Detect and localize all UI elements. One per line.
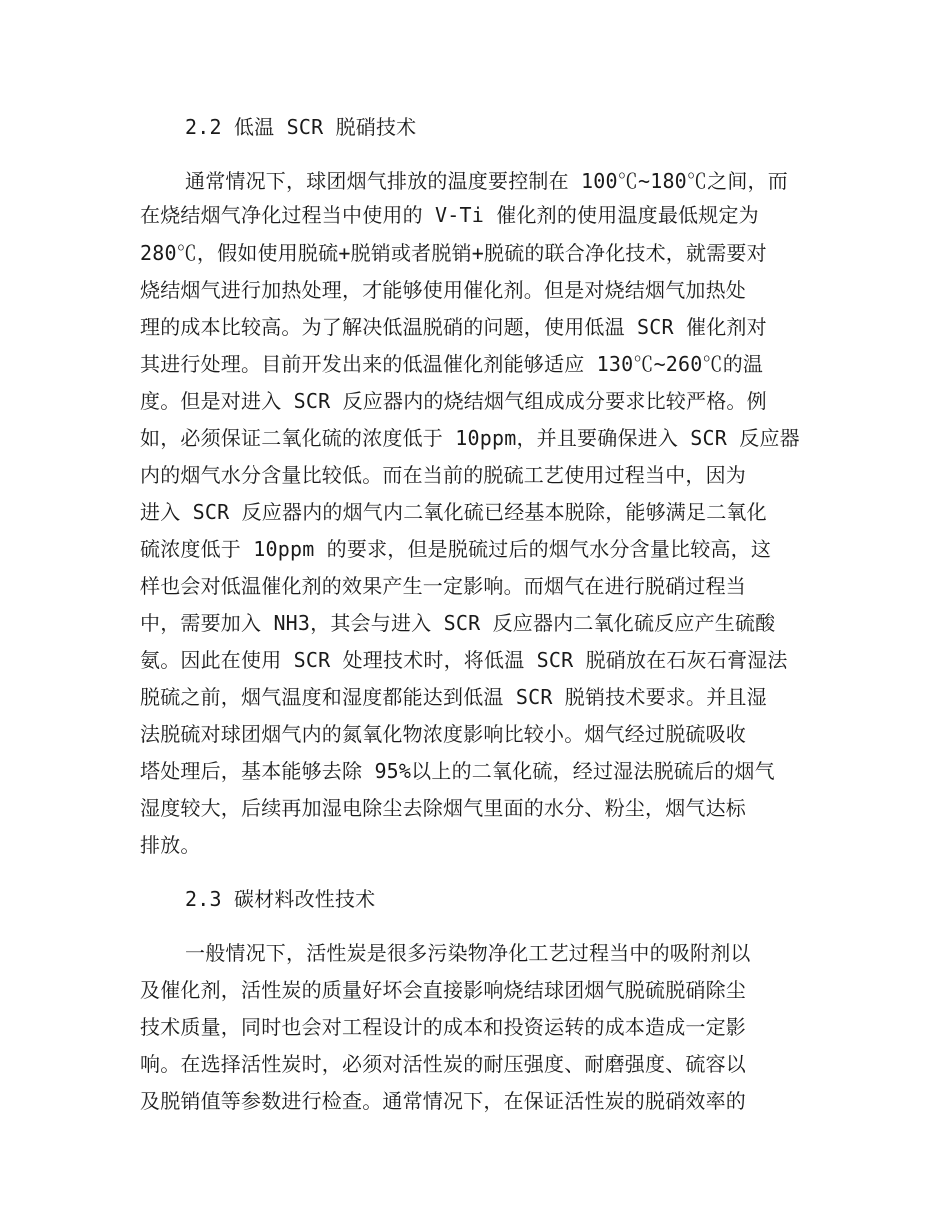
paragraph-line: 一般情况下，活性炭是很多污染物净化工艺过程当中的吸附剂以 xyxy=(185,941,751,965)
paragraph-line: 硫浓度低于 10ppm 的要求，但是脱硫过后的烟气水分含量比较高，这 xyxy=(140,537,772,561)
paragraph-line: 280℃，假如使用脱硫+脱销或者脱销+脱硫的联合净化技术，就需要对 xyxy=(140,241,767,265)
paragraph-line: 中，需要加入 NH3，其会与进入 SCR 反应器内二氧化硫反应产生硫酸 xyxy=(140,611,776,635)
section-heading: 2.3 碳材料改性技术 xyxy=(185,887,376,911)
paragraph-line: 湿度较大，后续再加湿电除尘去除烟气里面的水分、粉尘，烟气达标 xyxy=(140,796,746,820)
paragraph-line: 通常情况下，球团烟气排放的温度要控制在 100℃~180℃之间，而 xyxy=(185,169,788,193)
paragraph-line: 塔处理后，基本能够去除 95%以上的二氧化硫，经过湿法脱硫后的烟气 xyxy=(140,759,775,783)
paragraph-line: 氨。因此在使用 SCR 处理技术时，将低温 SCR 脱硝放在石灰石膏湿法 xyxy=(140,648,788,672)
paragraph-line: 进入 SCR 反应器内的烟气内二氧化硫已经基本脱除，能够满足二氧化 xyxy=(140,500,767,524)
paragraph-line: 内的烟气水分含量比较低。而在当前的脱硫工艺使用过程当中，因为 xyxy=(140,463,746,487)
paragraph-line: 度。但是对进入 SCR 反应器内的烧结烟气组成成分要求比较严格。例 xyxy=(140,389,767,413)
paragraph-line: 技术质量，同时也会对工程设计的成本和投资运转的成本造成一定影 xyxy=(140,1015,746,1039)
paragraph-line: 烧结烟气进行加热处理，才能够使用催化剂。但是对烧结烟气加热处 xyxy=(140,278,746,302)
paragraph-line: 在烧结烟气净化过程当中使用的 V-Ti 催化剂的使用温度最低规定为 xyxy=(140,203,759,227)
paragraph-line: 脱硫之前，烟气温度和湿度都能达到低温 SCR 脱销技术要求。并且湿 xyxy=(140,685,767,709)
section-heading: 2.2 低温 SCR 脱硝技术 xyxy=(185,115,417,139)
paragraph-line: 及催化剂，活性炭的质量好坏会直接影响烧结球团烟气脱硫脱硝除尘 xyxy=(140,978,746,1002)
paragraph-line: 如，必须保证二氧化硫的浓度低于 10ppm，并且要确保进入 SCR 反应器 xyxy=(140,426,800,450)
paragraph-line: 理的成本比较高。为了解决低温脱硝的问题，使用低温 SCR 催化剂对 xyxy=(140,315,767,339)
paragraph-line: 其进行处理。目前开发出来的低温催化剂能够适应 130℃~260℃的温 xyxy=(140,352,764,376)
paragraph-line: 法脱硫对球团烟气内的氮氧化物浓度影响比较小。烟气经过脱硫吸收 xyxy=(140,722,746,746)
paragraph-line: 响。在选择活性炭时，必须对活性炭的耐压强度、耐磨强度、硫容以 xyxy=(140,1052,746,1076)
paragraph-line: 排放。 xyxy=(140,833,201,857)
paragraph-line: 样也会对低温催化剂的效果产生一定影响。而烟气在进行脱硝过程当 xyxy=(140,574,746,598)
paragraph-line: 及脱销值等参数进行检查。通常情况下，在保证活性炭的脱硝效率的 xyxy=(140,1089,746,1113)
